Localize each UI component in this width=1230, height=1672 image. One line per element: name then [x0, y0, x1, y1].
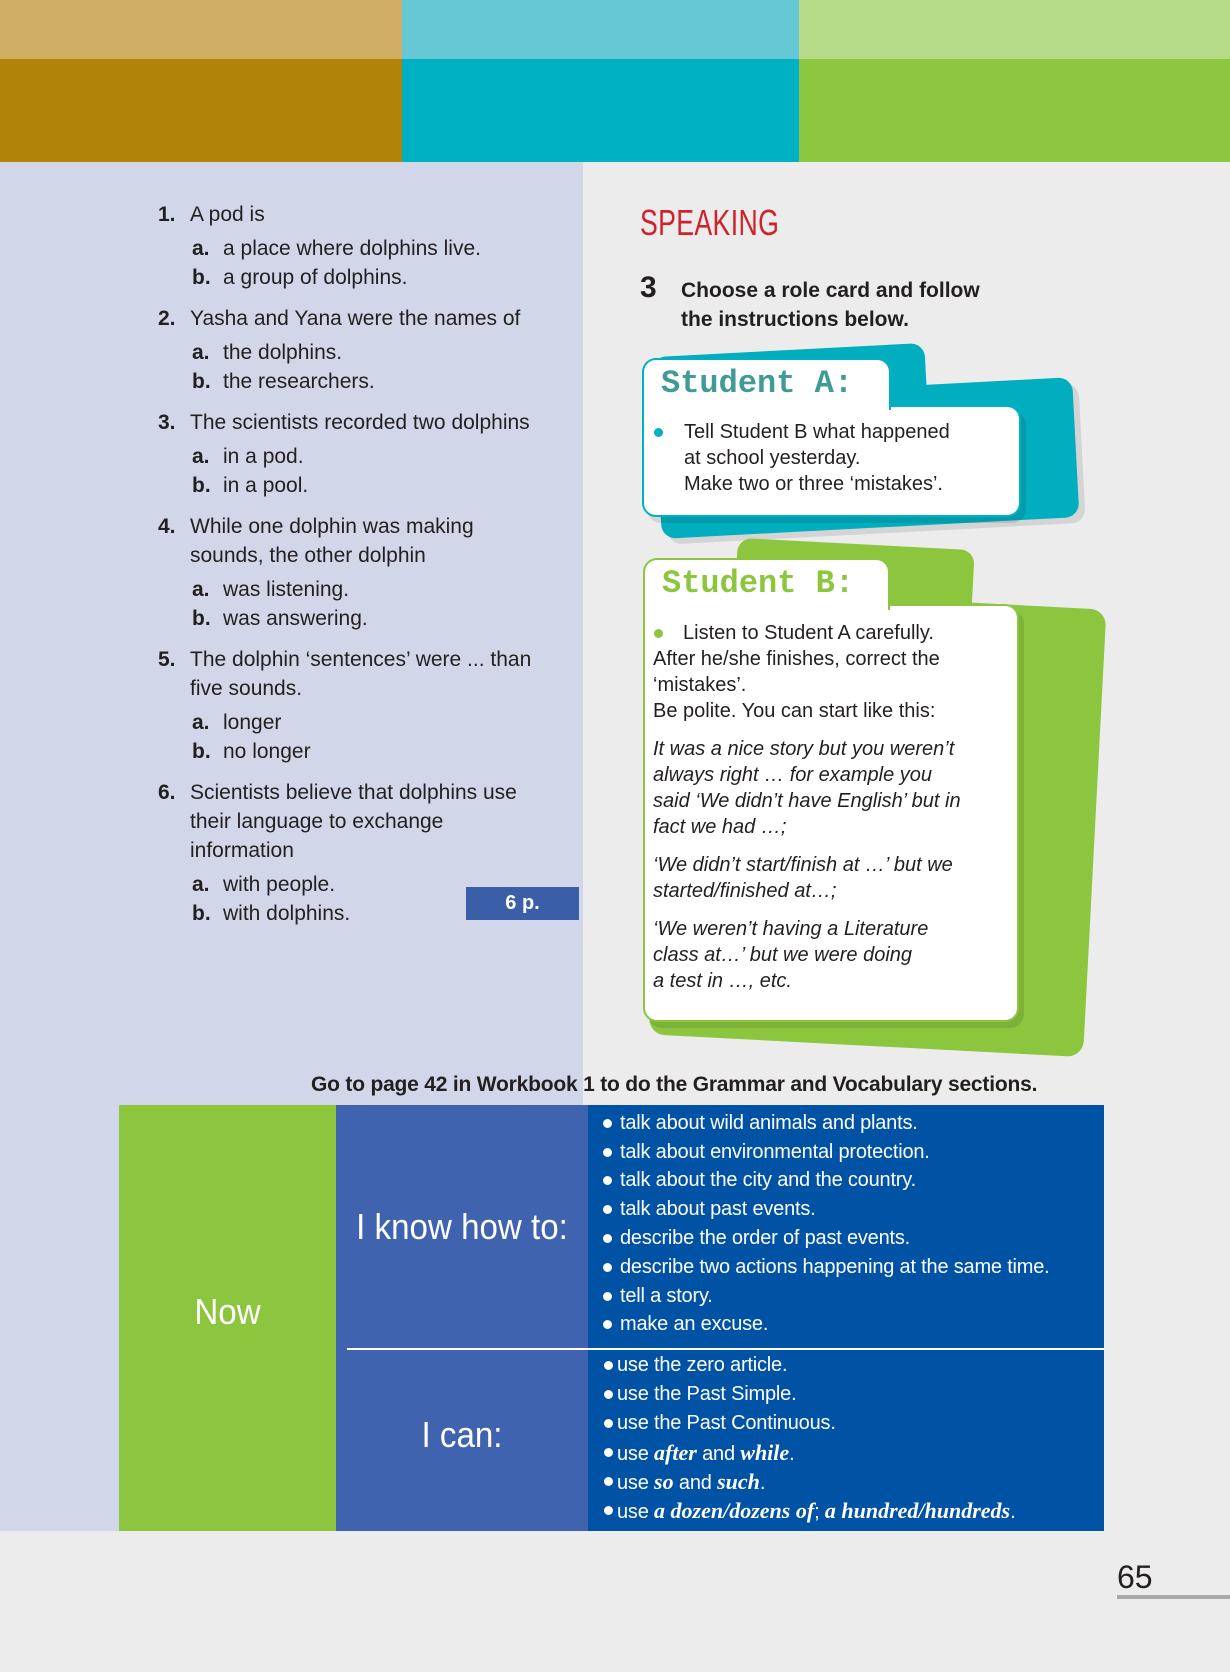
bullet-dot — [603, 1263, 612, 1272]
page-number: 65 — [1117, 1559, 1153, 1595]
option-letter: b. — [192, 740, 211, 763]
question-header — [158, 512, 531, 570]
option-letter: b. — [192, 474, 211, 497]
know-how-item-text: talk about environmental protection. — [620, 1140, 930, 1163]
can-item-text — [617, 1440, 795, 1466]
bullet-icon — [603, 1119, 620, 1128]
option-text: with dolphins. — [223, 902, 351, 925]
quiz-question — [158, 408, 531, 500]
option-letter: a. — [192, 873, 210, 896]
option-text: no longer — [223, 740, 311, 763]
card-b-example — [653, 736, 961, 840]
card-b-title-tab — [643, 558, 890, 610]
know-how-item-text: talk about wild animals and plants. — [620, 1111, 918, 1134]
question-text-line: sounds, the other dolphin — [190, 544, 426, 567]
card-a-line: Make two or three ‘mistakes’. — [684, 473, 943, 495]
grammar-term: such — [717, 1468, 760, 1494]
bullet-icon — [603, 1292, 620, 1301]
option-letter: b. — [192, 370, 211, 393]
can-item-segment: use the Past Continuous. — [617, 1412, 836, 1434]
answer-option — [192, 575, 531, 604]
option-letter: a. — [192, 711, 210, 734]
bullet-dot — [603, 1205, 612, 1214]
can-item-segment: use the Past Simple. — [617, 1383, 797, 1405]
option-letter: a. — [192, 341, 210, 364]
quiz-question-list — [158, 200, 531, 928]
card-b-example-line: always right … for example you — [653, 764, 933, 786]
can-item — [604, 1380, 1015, 1409]
quiz-question — [158, 512, 531, 633]
bullet-icon — [603, 1234, 620, 1243]
card-b-example-line: a test in …, etc. — [653, 970, 792, 992]
bullet-icon — [603, 1176, 620, 1185]
card-b-line — [653, 672, 961, 698]
question-text — [190, 408, 530, 437]
option-text: the dolphins. — [223, 341, 343, 364]
know-how-item-text: make an excuse. — [620, 1313, 769, 1336]
bullet-dot — [604, 1419, 613, 1428]
know-how-item — [603, 1195, 1050, 1224]
answer-option — [192, 471, 531, 500]
know-how-item-text: talk about past events. — [620, 1198, 816, 1221]
bullet-icon — [604, 1419, 617, 1428]
know-how-item — [603, 1282, 1050, 1311]
question-text-line: The dolphin ‘sentences’ were ... than — [190, 648, 532, 671]
card-b-line — [653, 620, 961, 646]
can-item-segment: . — [759, 1471, 766, 1494]
know-how-item — [603, 1138, 1050, 1167]
bullet-icon — [603, 1205, 620, 1214]
header-band-green — [799, 59, 1230, 162]
question-text-line: Yasha and Yana were the names of — [190, 307, 521, 330]
bullet-dot — [604, 1506, 613, 1515]
grammar-term: a hundred/hundreds — [824, 1497, 1011, 1523]
know-how-item — [603, 1311, 1050, 1340]
task-number: 3 — [640, 271, 657, 304]
question-text — [190, 200, 265, 229]
quiz-question — [158, 304, 531, 396]
task-instruction — [681, 276, 980, 334]
card-b-example-line: ‘We weren’t having a Literature — [653, 918, 929, 940]
know-how-label: I know how to: — [356, 1206, 568, 1247]
question-text-line: their language to exchange — [190, 810, 444, 833]
know-how-list — [603, 1109, 1050, 1339]
bullet-icon — [654, 629, 663, 638]
question-number: 5. — [158, 648, 176, 671]
answer-option — [192, 442, 531, 471]
can-item — [604, 1409, 1015, 1438]
option-letter: b. — [192, 607, 211, 630]
can-item-text — [617, 1412, 836, 1435]
header-band-green-light — [799, 0, 1230, 59]
can-item — [604, 1351, 1015, 1380]
can-item-text — [617, 1469, 765, 1495]
option-text: a place where dolphins live. — [223, 237, 481, 260]
bullet-icon — [603, 1148, 620, 1157]
header-band-gold — [0, 59, 402, 162]
card-b-line-text: Be polite. You can start like this: — [653, 700, 936, 722]
now-label: Now — [194, 1291, 261, 1332]
card-a-text — [644, 419, 950, 497]
can-item-segment: . — [789, 1442, 795, 1465]
know-how-item — [603, 1109, 1050, 1138]
card-a-title: Student A: — [661, 365, 854, 402]
option-text: with people. — [223, 873, 336, 896]
option-text: a group of dolphins. — [223, 266, 408, 289]
know-how-item — [603, 1224, 1050, 1253]
know-how-item-text: describe two actions happening at the same time. — [620, 1255, 1050, 1278]
question-number: 4. — [158, 515, 176, 538]
page-number-rule — [1117, 1595, 1230, 1599]
card-b-example-line: class at…’ but we were doing — [653, 944, 913, 966]
option-letter: b. — [192, 902, 211, 925]
card-b-instructions — [653, 620, 961, 724]
card-b-example — [653, 916, 961, 994]
bullet-dot — [604, 1477, 613, 1486]
know-how-item — [603, 1167, 1050, 1196]
can-item-segment: use — [617, 1471, 655, 1494]
can-item-segment: ; — [814, 1500, 825, 1523]
option-letter: b. — [192, 266, 211, 289]
option-text: the researchers. — [223, 370, 375, 393]
bullet-icon — [603, 1263, 620, 1272]
question-text-line: A pod is — [190, 203, 265, 226]
can-item-text — [617, 1383, 796, 1406]
answer-option — [192, 708, 531, 737]
question-header — [158, 200, 531, 229]
can-item — [604, 1467, 1015, 1496]
card-b-example-line: said ‘We didn’t have English’ but in — [653, 790, 961, 812]
can-item-segment: use — [617, 1500, 655, 1523]
know-how-item-text: describe the order of past events. — [620, 1227, 911, 1250]
answer-options — [158, 234, 531, 292]
question-text — [190, 304, 520, 333]
card-b-line-text: After he/she finishes, correct the — [653, 648, 940, 670]
answer-options — [158, 442, 531, 500]
can-item-text — [617, 1354, 787, 1377]
bullet-icon — [604, 1361, 617, 1370]
can-item-segment: . — [1010, 1500, 1016, 1523]
card-b-body — [643, 604, 1019, 1022]
card-a-body — [642, 405, 1021, 517]
card-b-example-line: ‘We didn’t start/finish at …’ but we — [653, 854, 953, 876]
card-b-example-line: fact we had …; — [653, 816, 787, 838]
question-text — [190, 778, 517, 865]
question-text-line: While one dolphin was making — [190, 515, 474, 538]
bullet-icon — [604, 1390, 617, 1399]
quiz-question — [158, 200, 531, 292]
question-number: 2. — [158, 307, 176, 330]
task-instruction-line: the instructions below. — [681, 308, 909, 331]
header-band-teal — [402, 59, 799, 162]
card-a-title-tab — [642, 358, 891, 410]
self-check-table — [119, 1105, 1104, 1531]
option-letter: a. — [192, 445, 210, 468]
grammar-term: after — [654, 1439, 697, 1465]
answer-option — [192, 234, 531, 263]
grammar-term: while — [740, 1439, 790, 1465]
question-text-line: five sounds. — [190, 677, 303, 700]
bullet-dot — [603, 1148, 612, 1157]
table-divider — [347, 1348, 1104, 1350]
know-how-item-text: talk about the city and the country. — [620, 1169, 916, 1192]
bullet-icon — [604, 1448, 617, 1457]
answer-option — [192, 604, 531, 633]
answer-option — [192, 367, 531, 396]
can-label: I can: — [421, 1414, 503, 1455]
answer-option — [192, 737, 531, 766]
question-number: 1. — [158, 203, 176, 226]
bullet-dot — [603, 1292, 612, 1301]
can-item-text — [617, 1498, 1015, 1524]
know-how-item — [603, 1253, 1050, 1282]
can-item-segment: and — [696, 1442, 741, 1465]
bullet-dot — [604, 1390, 613, 1399]
bullet-icon — [604, 1477, 617, 1486]
section-heading-speaking: SPEAKING — [640, 202, 780, 243]
card-b-example — [653, 852, 961, 904]
question-header — [158, 645, 531, 703]
score-badge: 6 p. — [466, 887, 579, 920]
card-a-line: at school yesterday. — [684, 447, 861, 469]
skills-label-cell — [336, 1105, 588, 1531]
bullet-dot — [603, 1176, 612, 1185]
option-text: was listening. — [223, 578, 350, 601]
grammar-term: so — [654, 1468, 674, 1494]
can-item — [604, 1438, 1015, 1467]
question-header — [158, 778, 531, 865]
can-item-segment: use the zero article. — [617, 1354, 788, 1376]
can-list — [604, 1351, 1015, 1525]
option-text: was answering. — [223, 607, 368, 630]
bullet-dot — [604, 1448, 613, 1457]
task-instruction-line: Choose a role card and follow — [681, 279, 980, 302]
quiz-question — [158, 645, 531, 766]
question-text-line: The scientists recorded two dolphins — [190, 411, 530, 434]
card-b-example-line: started/finished at…; — [653, 880, 837, 902]
question-number: 6. — [158, 781, 176, 804]
question-number: 3. — [158, 411, 176, 434]
answer-option — [192, 338, 531, 367]
bullet-icon — [603, 1320, 620, 1329]
question-text-line: information — [190, 839, 294, 862]
can-item-segment: and — [673, 1471, 718, 1494]
question-text — [190, 645, 531, 703]
bullet-dot — [603, 1320, 612, 1329]
option-letter: a. — [192, 578, 210, 601]
question-header — [158, 408, 531, 437]
answer-option — [192, 263, 531, 292]
option-letter: a. — [192, 237, 210, 260]
bullet-dot — [604, 1361, 613, 1370]
option-text: in a pod. — [223, 445, 304, 468]
card-b-title: Student B: — [662, 565, 855, 602]
workbook-note: Go to page 42 in Workbook 1 to do the Grammar and Vocabulary sections. — [311, 1073, 1038, 1096]
option-text: in a pool. — [223, 474, 309, 497]
can-item — [604, 1496, 1015, 1525]
card-b-line — [653, 698, 961, 724]
card-b-line-text: Listen to Student A carefully. — [683, 622, 934, 644]
card-b-line — [653, 646, 961, 672]
question-text — [190, 512, 474, 570]
now-cell — [119, 1105, 336, 1531]
bullet-dot — [603, 1234, 612, 1243]
card-b-example-line: It was a nice story but you weren’t — [653, 738, 955, 760]
question-text-line: Scientists believe that dolphins use — [190, 781, 517, 804]
answer-options — [158, 575, 531, 633]
header-band-gold-light — [0, 0, 402, 59]
question-header — [158, 304, 531, 333]
answer-options — [158, 708, 531, 766]
bullet-dot — [603, 1119, 612, 1128]
answer-options — [158, 338, 531, 396]
card-b-text — [653, 620, 961, 994]
card-b-line-text: ‘mistakes’. — [653, 674, 747, 696]
bullet-icon — [654, 428, 663, 437]
bullet-icon — [604, 1506, 617, 1515]
option-text: longer — [223, 711, 282, 734]
grammar-term: a dozen/dozens of — [654, 1497, 815, 1523]
can-item-segment: use — [617, 1442, 655, 1465]
card-a-line: Tell Student B what happened — [684, 421, 950, 443]
know-how-item-text: tell a story. — [620, 1284, 713, 1307]
header-band-teal-light — [402, 0, 799, 59]
